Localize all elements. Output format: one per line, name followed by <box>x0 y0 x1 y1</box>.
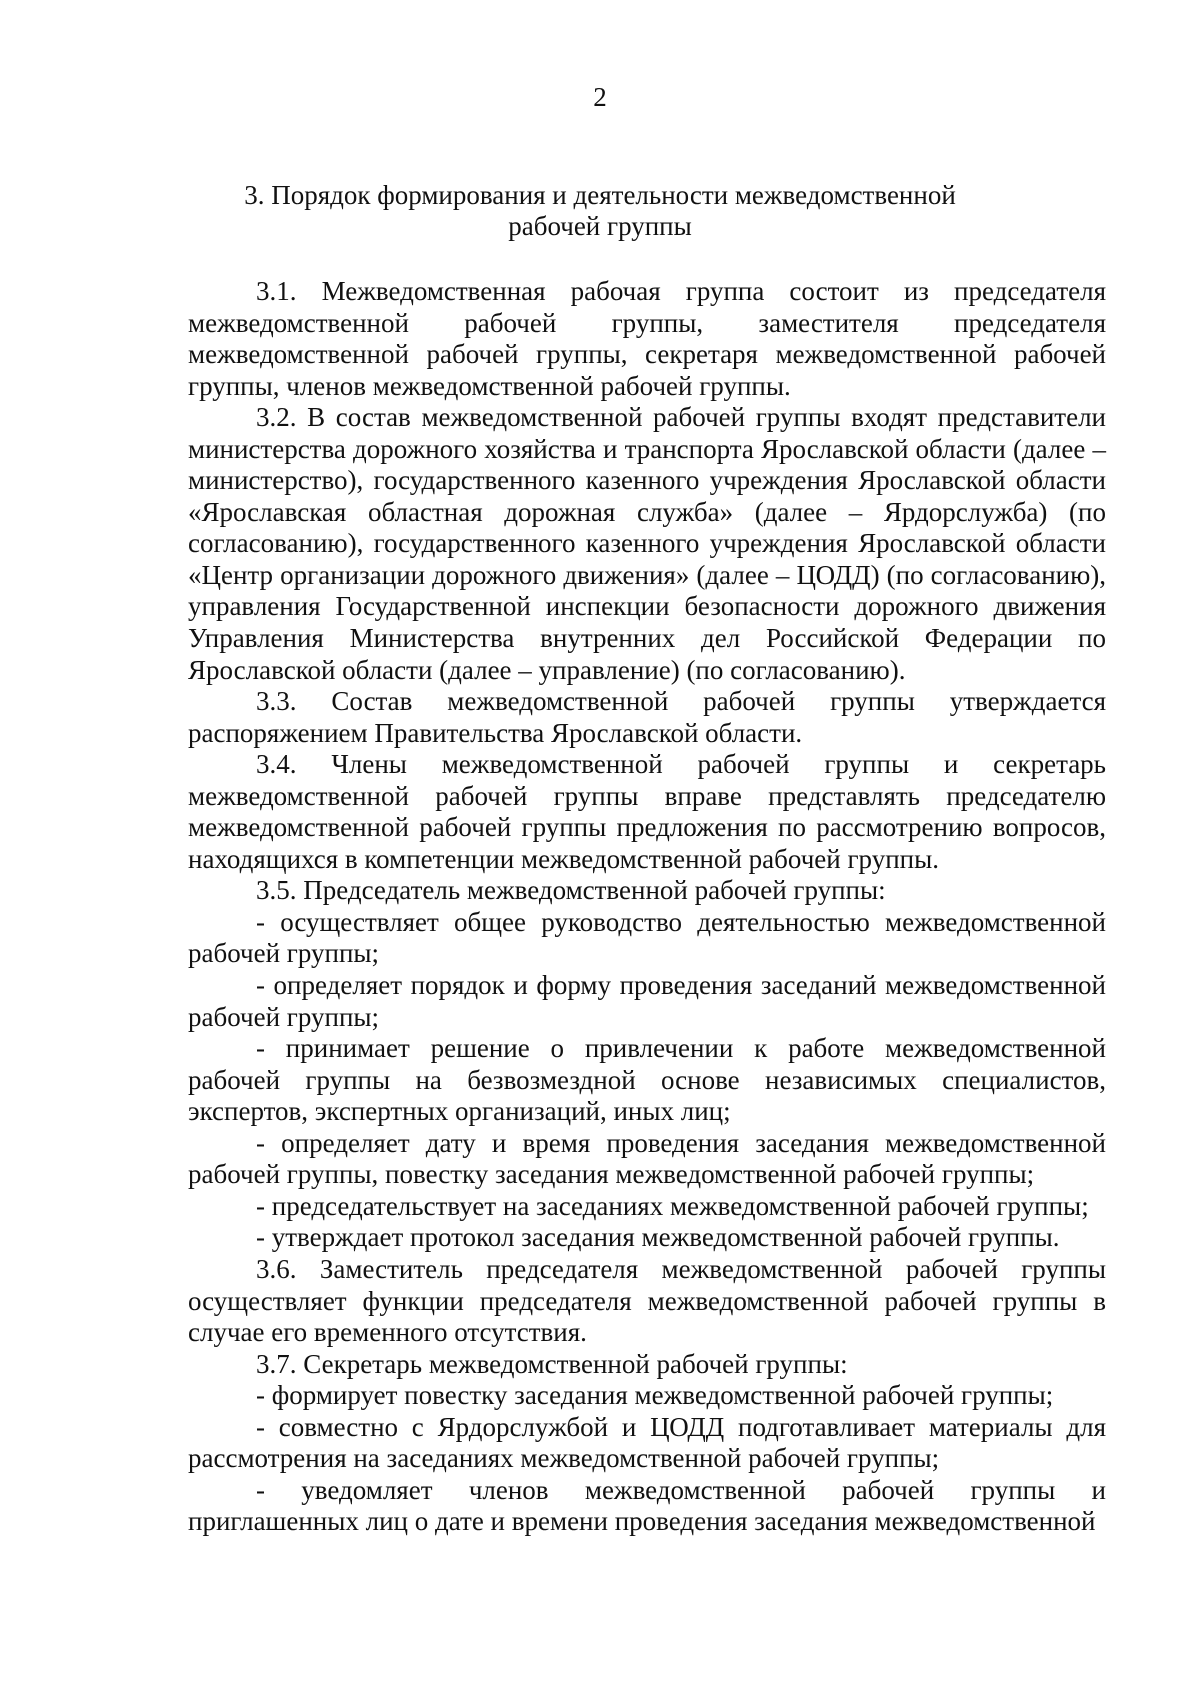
paragraph-3-2: 3.2. В состав межведомственной рабочей группы входят представители министерства дорожного хозяйства и транспорта Ярославской области (далее – министерство), государственного казенного учреждения Ярославской области «Ярославская областная дорожная служба» (далее – Ярдорслужба) (по согласованию), государственного казенного учреждения Ярославской области «Центр организации дорожного движения» (далее – ЦОДД) (по согласованию), управления Государственной инспекции безопасности дорожного движения Управления Министерства внутренних дел Российской Федерации по Ярославской области (далее – управление) (по согласованию). <box>188 402 1106 685</box>
list-item: - формирует повестку заседания межведомственной рабочей группы; <box>256 1380 1054 1411</box>
list-item: - принимает решение о привлечении к работе межведомственной рабочей группы на безвозмездной основе независимых специалистов, экспертов, экспертных организаций, иных лиц; <box>188 1033 1106 1127</box>
section-heading <box>230 180 970 242</box>
list-item: - утверждает протокол заседания межведомственной рабочей группы. <box>256 1222 1060 1253</box>
list-item: - определяет порядок и форму проведения заседаний межведомственной рабочей группы; <box>188 970 1106 1032</box>
list-item: - определяет дату и время проведения заседания межведомственной рабочей группы, повестку заседания межведомственной рабочей группы; <box>188 1127 1106 1190</box>
section-heading-line-1: 3. Порядок формирования и деятельности межведомственной <box>244 180 956 210</box>
page-number: 2 <box>593 82 607 112</box>
section-heading-line-2: рабочей группы <box>508 211 692 241</box>
paragraph-3-7: 3.7. Секретарь межведомственной рабочей группы: <box>256 1348 848 1379</box>
paragraph-3-6: 3.6. Заместитель председателя межведомственной рабочей группы осуществляет функции председателя межведомственной рабочей группы в случае его временного отсутствия. <box>188 1253 1106 1348</box>
paragraph-3-4: 3.4. Члены межведомственной рабочей группы и секретарь межведомственной рабочей группы вправе представлять председателю межведомственной рабочей группы предложения по рассмотрению вопросов, находящихся в компетенции межведомственной рабочей группы. <box>188 749 1106 874</box>
paragraph-3-1: 3.1. Межведомственная рабочая группа состоит из председателя межведомственной рабочей группы, заместителя председателя межведомственной рабочей группы, секретаря межведомственной рабочей группы, членов межведомственной рабочей группы. <box>188 276 1106 401</box>
list-item: - осуществляет общее руководство деятельностью межведомственной рабочей группы; <box>188 906 1106 969</box>
paragraph-3-3: 3.3. Состав межведомственной рабочей группы утверждается распоряжением Правительства Ярославской области. <box>188 686 1106 748</box>
list-item: - совместно с Ярдорслужбой и ЦОДД подготавливает материалы для рассмотрения на заседаниях межведомственной рабочей группы; <box>188 1411 1106 1474</box>
list-item: - уведомляет членов межведомственной рабочей группы и приглашенных лиц о дате и времени проведения заседания межведомственной <box>188 1474 1106 1537</box>
document-body <box>188 276 1106 1538</box>
paragraph-3-5: 3.5. Председатель межведомственной рабочей группы: <box>256 875 886 906</box>
list-item: - председательствует на заседаниях межведомственной рабочей группы; <box>256 1190 1089 1221</box>
